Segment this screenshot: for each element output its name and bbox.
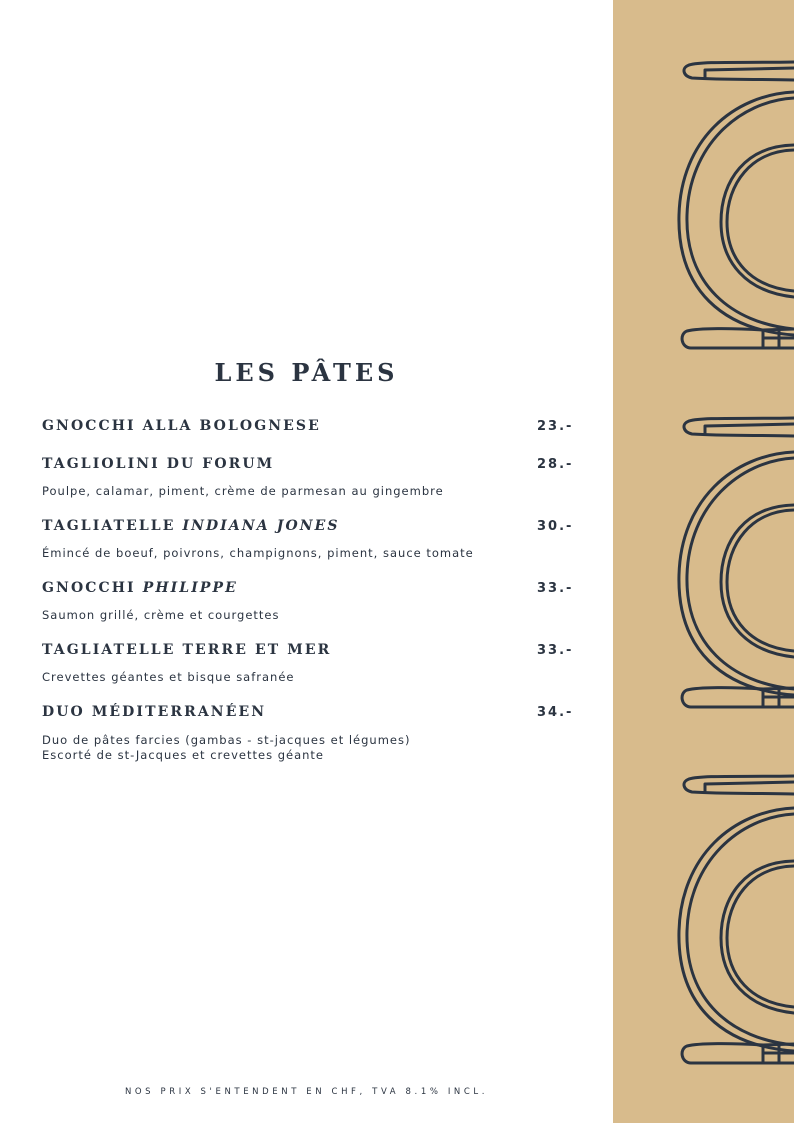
fork-icon — [682, 329, 794, 348]
decorative-sidebar — [613, 0, 794, 1123]
menu-item-description: Saumon grillé, crème et courgettes — [42, 608, 280, 622]
knife-icon — [684, 776, 794, 794]
knife-icon — [684, 418, 794, 436]
menu-item-name: GNOCCHI ALLA BOLOGNESE — [42, 418, 321, 434]
tableware-illustration — [613, 0, 794, 1123]
menu-item-description: Crevettes géantes et bisque safranée — [42, 670, 295, 684]
plate-icon — [679, 808, 794, 1051]
menu-item-description: Duo de pâtes farcies (gambas - st-jacques et légumes) — [42, 733, 411, 747]
menu-item-description: Poulpe, calamar, piment, crème de parmesan au gingembre — [42, 484, 444, 498]
menu-item-description: Émincé de boeuf, poivrons, champignons, piment, sauce tomate — [42, 546, 474, 560]
menu-item-price: 30.- — [537, 519, 574, 534]
menu-item-name: TAGLIATELLE TERRE ET MER — [42, 642, 332, 658]
menu-item-description-line2: Escorté de st-Jacques et crevettes géante — [42, 748, 325, 762]
plate-icon — [679, 92, 794, 335]
menu-item-price: 33.- — [537, 643, 574, 658]
menu-item-name: TAGLIATELLE INDIANA JONES — [42, 518, 340, 534]
menu-item-price: 28.- — [537, 457, 574, 472]
knife-icon — [684, 62, 794, 80]
fork-icon — [682, 1044, 794, 1063]
fork-icon — [682, 688, 794, 707]
menu-item-price: 33.- — [537, 581, 574, 596]
section-title: LES PÂTES — [214, 358, 399, 387]
menu-item-name: DUO MÉDITERRANÉEN — [42, 704, 267, 720]
plate-icon — [679, 452, 794, 695]
menu-item-name: TAGLIOLINI DU FORUM — [42, 456, 275, 472]
menu-item-price: 23.- — [537, 419, 574, 434]
menu-item-price: 34.- — [537, 705, 574, 720]
menu-item-name: GNOCCHI PHILIPPE — [42, 580, 238, 596]
price-note: NOS PRIX S'ENTENDENT EN CHF, TVA 8.1% INCL. — [124, 1087, 489, 1097]
